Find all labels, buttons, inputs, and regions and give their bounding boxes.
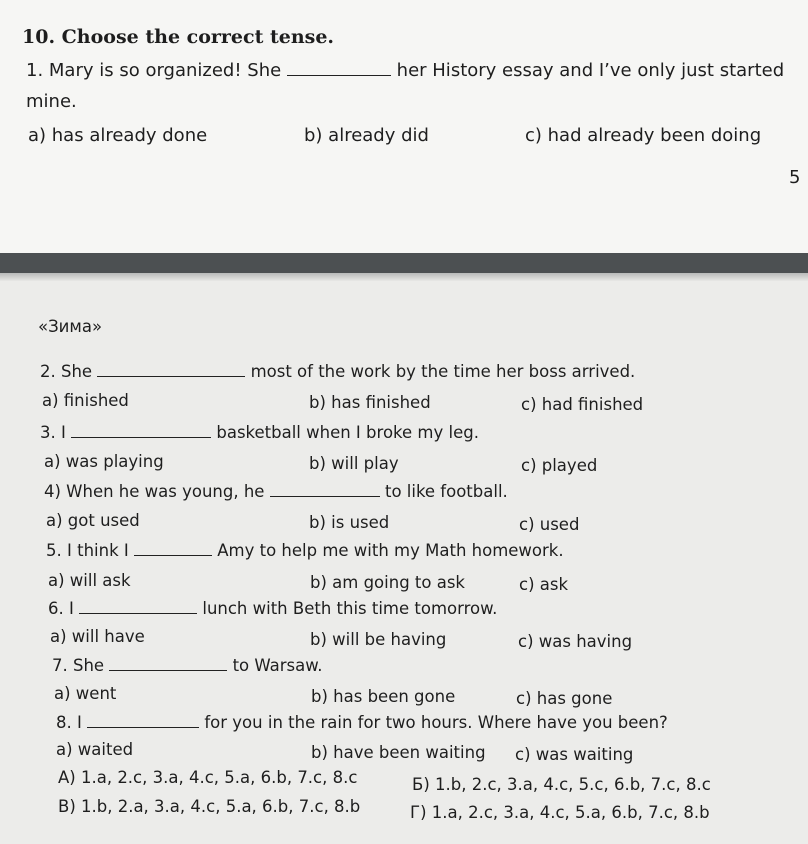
question-3	[40, 423, 479, 442]
answer-blank	[270, 482, 380, 497]
q8-option-b: b) have been waiting	[311, 743, 486, 762]
q1-option-a: a) has already done	[28, 125, 208, 146]
question-2	[40, 362, 635, 381]
answer-blank	[79, 599, 197, 614]
q6-option-a: a) will have	[50, 627, 145, 646]
answer-blank	[87, 713, 199, 728]
question-5	[46, 541, 564, 560]
q2-option-c: c) had finished	[521, 395, 644, 414]
q3-option-a: a) was playing	[44, 452, 164, 471]
q6-option-c: c) was having	[518, 632, 633, 651]
question-6	[48, 599, 497, 618]
question-prefix: 5. I think I	[46, 541, 129, 560]
q2-option-b: b) has finished	[309, 393, 431, 412]
q5-option-b: b) am going to ask	[310, 573, 465, 592]
answer-blank	[97, 362, 245, 377]
page-number: 5	[789, 167, 801, 188]
q1-option-c: c) had already been doing	[525, 125, 762, 146]
answer-set-a: А) 1.a, 2.c, 3.a, 4.c, 5.a, 6.b, 7.c, 8.c	[58, 768, 358, 787]
question-7	[52, 656, 322, 675]
answer-blank	[134, 541, 212, 556]
question-1-suffix: her History essay and I’ve only just started	[396, 60, 785, 81]
question-prefix: 2. She	[40, 362, 93, 381]
question-1-prefix: 1. Mary is so organized! She	[26, 60, 282, 81]
question-prefix: 8. I	[56, 713, 82, 732]
q6-option-b: b) will be having	[310, 630, 447, 649]
question-suffix: most of the work by the time her boss arrived.	[250, 362, 636, 381]
section-heading: «Зима»	[38, 317, 103, 336]
q3-option-b: b) will play	[309, 454, 399, 473]
answer-set-b: Б) 1.b, 2.c, 3.a, 4.c, 5.c, 6.b, 7.c, 8.c	[412, 775, 711, 794]
question-suffix: basketball when I broke my leg.	[216, 423, 479, 442]
answer-set-v: В) 1.b, 2.a, 3.a, 4.c, 5.a, 6.b, 7.c, 8.b	[58, 797, 361, 816]
question-4	[44, 482, 508, 501]
question-1-line	[26, 60, 784, 81]
answer-blank	[109, 656, 227, 671]
question-1-line2: mine.	[26, 91, 77, 112]
question-prefix: 3. I	[40, 423, 66, 442]
answer-blank	[287, 61, 391, 76]
q4-option-c: c) used	[519, 515, 580, 534]
q5-option-a: a) will ask	[48, 571, 131, 590]
question-8	[56, 713, 668, 732]
q8-option-a: a) waited	[56, 740, 134, 759]
question-suffix: Amy to help me with my Math homework.	[217, 541, 564, 560]
answer-set-g: Г) 1.a, 2.c, 3.a, 4.c, 5.a, 6.b, 7.c, 8.b	[410, 803, 710, 822]
answer-blank	[71, 423, 211, 438]
question-prefix: 4) When he was young, he	[44, 482, 265, 501]
exercise-title: 10. Choose the correct tense.	[22, 26, 335, 48]
q1-option-b: b) already did	[304, 125, 429, 146]
question-suffix: lunch with Beth this time tomorrow.	[202, 599, 498, 618]
q7-option-c: c) has gone	[516, 689, 613, 708]
question-prefix: 7. She	[52, 656, 105, 675]
q5-option-c: c) ask	[519, 575, 569, 594]
q7-option-a: a) went	[54, 684, 117, 703]
q7-option-b: b) has been gone	[311, 687, 456, 706]
question-suffix: to like football.	[384, 482, 508, 501]
q4-option-b: b) is used	[309, 513, 390, 532]
question-prefix: 6. I	[48, 599, 74, 618]
page-fold-shadow	[0, 273, 808, 281]
q2-option-a: a) finished	[42, 391, 129, 410]
q4-option-a: a) got used	[46, 511, 140, 530]
page-fold-band	[0, 253, 808, 273]
question-suffix: to Warsaw.	[232, 656, 323, 675]
question-suffix: for you in the rain for two hours. Where have you been?	[204, 713, 668, 732]
q3-option-c: c) played	[521, 456, 598, 475]
q8-option-c: c) was waiting	[515, 745, 634, 764]
